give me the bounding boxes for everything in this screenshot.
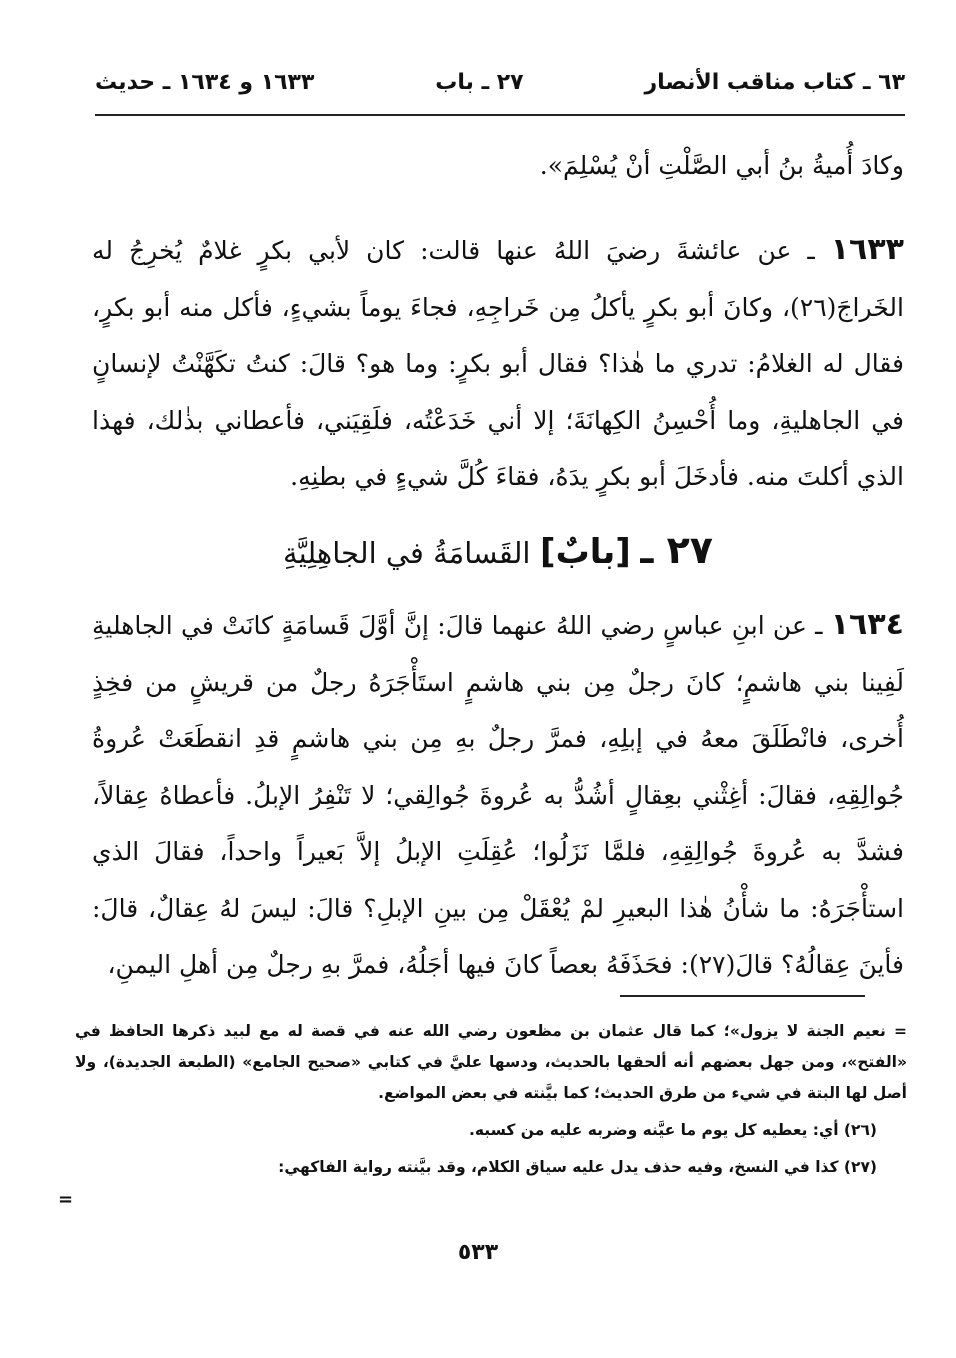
header-rule [95, 114, 905, 116]
footnotes [75, 1016, 907, 1189]
hadith-number: ١٦٣٣ [830, 232, 904, 267]
hadith-text: ـ عن عائشةَ رضيَ اللهُ عنها قالت: كان لأبي بكرٍ غلامٌ يُخرِجُ له الخَراجَ(٢٦)، وكانَ أبو بكرٍ يأكلُ مِن خَراجِهِ، فجاءَ يوماً بشيءٍ، فأكل منه أبو بكرٍ، فقال له الغلامُ: تدري ما هٰذا؟ فقال أبو بكرٍ: وما هو؟ قالَ: كنتُ تكَهَّنْتُ لإنسانٍ في الجاهليةِ، وما أُحْسِنُ الكِهانَةَ؛ إلا أني خَدَعْتُه، فلَقِيَني، فأعطاني بذٰلك، فهذا الذي أكلتَ منه. فأدخَلَ أبو بكرٍ يدَهُ، فقاءَ كُلَّ شيءٍ في بطنِهِ. [92, 236, 904, 491]
running-header [95, 62, 905, 102]
footnote-27 [75, 1152, 907, 1183]
footnote-26-text: (٢٦) أي: يعطيه كل يوم ما عيَّنه وضربه عليه من كسبه. [468, 1121, 877, 1139]
page-number: ٥٣٣ [457, 1240, 499, 1265]
footnote-continues-mark: = [58, 1189, 74, 1210]
footnote-continuation [75, 1016, 907, 1109]
paragraph-continuation [92, 138, 904, 195]
hadith-1634 [92, 597, 904, 994]
chapter-bab-label: [بابٌ] [540, 532, 631, 572]
chapter-number: ٢٧ ـ [640, 528, 713, 572]
continuation-mark: = [893, 1022, 907, 1040]
footnote-continuation-text: نعيم الجنة لا يزول»؛ كما قال عثمان بن مظعون رضي الله عنه في قصة له مع لبيد ذكرها الحافظ في «الفتح»، ومن جهل بعضهم أنه ألحقها بالحديث، ودسها عليَّ في كتابي «صحيح الجامع» (الطبعة الجديدة)، ولا أصل لها البتة في شيء من طرق الحديث؛ كما بيَّنته في بعض المواضع. [75, 1022, 907, 1102]
footnote-rule [620, 995, 865, 997]
footnote-26 [75, 1115, 907, 1146]
hadith-text: ـ عن ابنِ عباسٍ رضي اللهُ عنهما قالَ: إنَّ أوَّلَ قَسامَةٍ كانَتْ في الجاهليةِ لَفِينا بني هاشمٍ؛ كانَ رجلٌ مِن بني هاشمٍ استَأْجَرَهُ رجلٌ من قريشٍ من فخِذٍ أُخرى، فانْطَلَقَ معهُ في إبلِهِ، فمرَّ رجلٌ بهِ مِن بني هاشمٍ قدِ انقطَعَتْ عُروةُ جُوالِقِهِ، فقالَ: أغِثْني بعِقالٍ أشُدُّ به عُروةَ جُوالِقي؛ لا تَنْفِرُ الإبلُ. فأعطاهُ عِقالاً، فشدَّ به عُروةَ جُوالِقِهِ، فلمَّا نَزَلُوا؛ عُقِلَتِ الإبلُ إلاَّ بَعيراً واحداً، فقالَ الذي استأْجَرَهُ: ما شأْنُ هٰذا البعيرِ لمْ يُعْقَلْ مِن بينِ الإبلِ؟ قالَ: ليسَ لهُ عِقالٌ، قالَ: فأينَ عِقالُهُ؟ قالَ(٢٧): فحَذَفَهُ بعصاً كانَ فيها أجَلُهُ، فمرَّ بهِ رجلٌ مِن أهلِ اليمنِ، [92, 611, 904, 979]
header-book-title: ٦٣ ـ كتاب مناقب الأنصار [644, 69, 905, 95]
header-chapter: ٢٧ ـ باب [435, 69, 524, 95]
header-hadith-range: ١٦٣٣ و ١٦٣٤ ـ حديث [95, 69, 315, 95]
paragraph-continuation-text: وكادَ أُميةُ بنُ أبي الصَّلْتِ أنْ يُسْلِمَ». [539, 151, 904, 180]
hadith-1633 [92, 222, 904, 506]
chapter-title: القَسامَةُ في الجاهِلِيَّةِ [283, 536, 531, 570]
footnote-27-text: (٢٧) كذا في النسخ، وفيه حذف يدل عليه سياق الكلام، وقد بيَّنته رواية الفاكهي: [278, 1158, 877, 1176]
chapter-heading [92, 520, 904, 584]
hadith-number: ١٦٣٤ [830, 607, 904, 642]
